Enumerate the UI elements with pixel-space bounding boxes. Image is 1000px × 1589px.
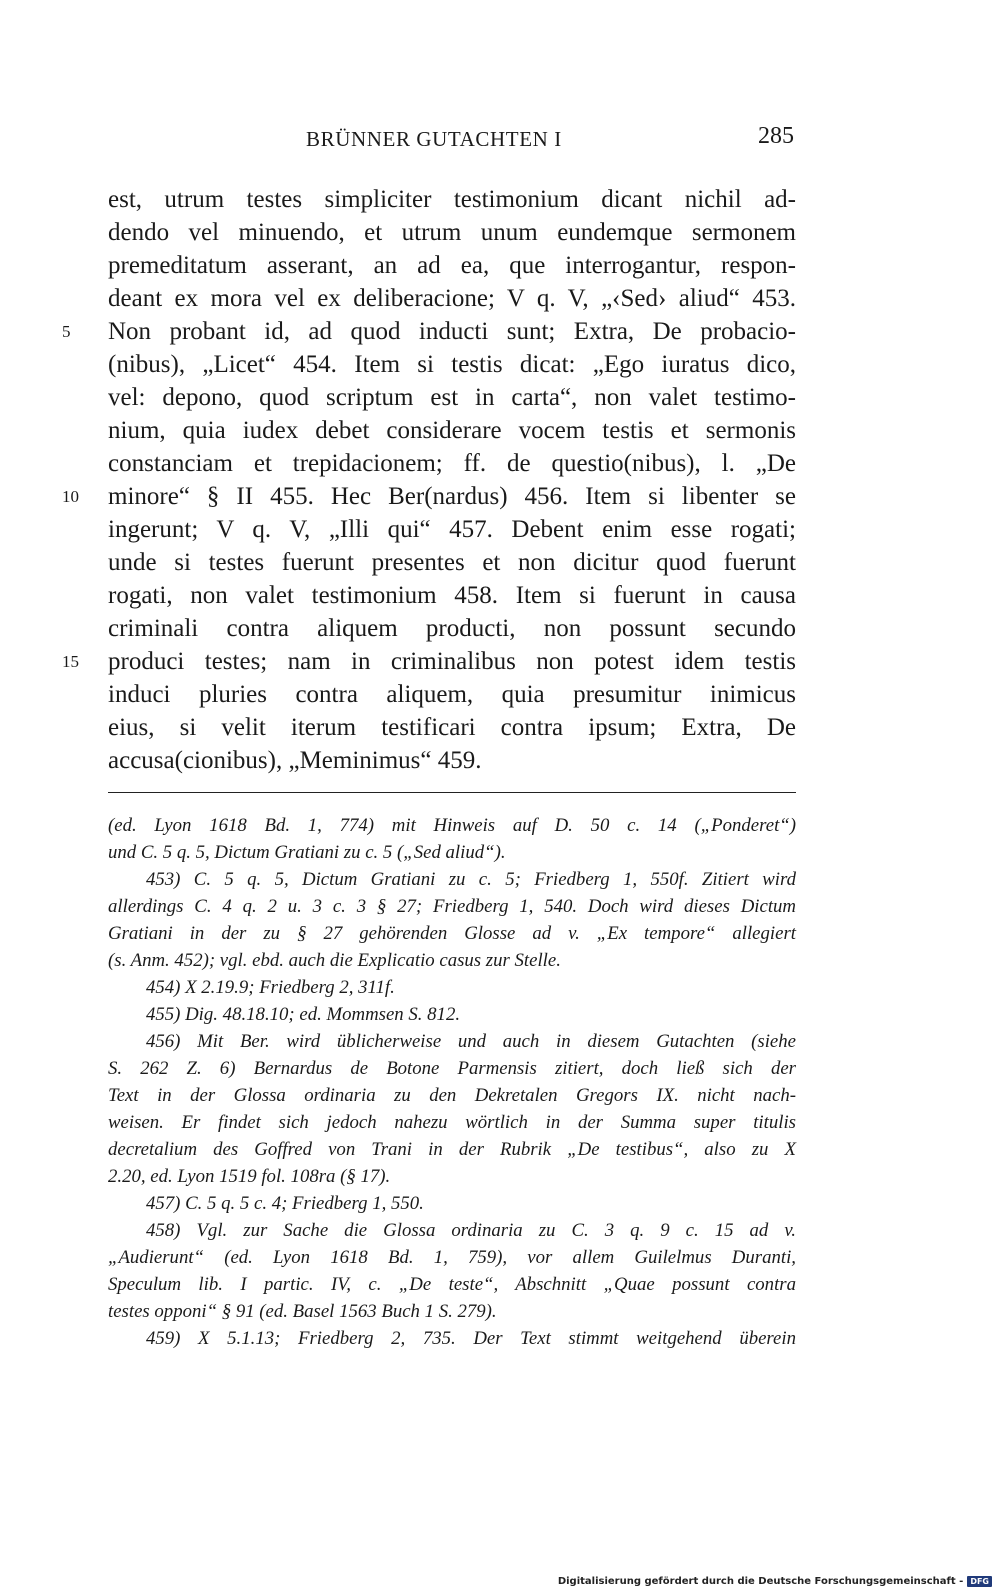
line-text: induci pluries contra aliquem, quia presumitur inimicus (108, 681, 796, 708)
text-line (62, 645, 796, 678)
footnote-line: weisen. Er findet sich jedoch nahezu wörtlich in der Summa super titulis (108, 1112, 796, 1133)
footnote-line: decretalium des Goffred von Trani in der Rubrik „De testibus“, also zu X (108, 1139, 796, 1160)
text-line (108, 282, 796, 315)
footnote-line: „Audierunt“ (ed. Lyon 1618 Bd. 1, 759), vor allem Guilelmus Duranti, (108, 1247, 796, 1268)
main-text (62, 183, 796, 777)
footnote-line: 454) X 2.19.9; Friedberg 2, 311f. (146, 977, 395, 998)
line-text: Non probant id, ad quod inducti sunt; Extra, De probacio- (108, 318, 796, 345)
text-line (108, 744, 796, 777)
dfg-logo: DFG (967, 1576, 992, 1587)
text-line (108, 414, 796, 447)
line-number: 10 (62, 487, 79, 506)
text-line (108, 711, 796, 744)
digitization-credit: Digitalisierung gefördert durch die Deutsche Forschungsgemeinschaft - (557, 1576, 964, 1587)
text-line (108, 513, 796, 546)
text-line (108, 447, 796, 480)
line-text: dendo vel minuendo, et utrum unum eundemque sermonem (108, 219, 796, 246)
line-number: 5 (62, 322, 71, 341)
text-line (108, 216, 796, 249)
text-line (108, 183, 796, 216)
footnote-line: Gratiani in der zu § 27 gehörenden Glosse ad v. „Ex tempore“ allegiert (108, 923, 796, 944)
text-line (108, 678, 796, 711)
line-text: ingerunt; V q. V, „Illi qui“ 457. Debent enim esse rogati; (108, 516, 796, 543)
page-number: 285 (758, 123, 794, 149)
footnote-line: 459) X 5.1.13; Friedberg 2, 735. Der Text stimmt weitgehend überein (146, 1328, 796, 1349)
text-line (62, 315, 796, 348)
line-text: nium, quia iudex debet considerare vocem testis et sermonis (108, 417, 796, 444)
line-text: est, utrum testes simpliciter testimonium dicant nichil ad- (108, 186, 796, 213)
text-line (108, 579, 796, 612)
footnote-line: Text in der Glossa ordinaria zu den Dekretalen Gregors IX. nicht nach- (108, 1085, 796, 1106)
line-text: rogati, non valet testimonium 458. Item si fuerunt in causa (108, 582, 796, 609)
text-line (108, 546, 796, 579)
line-number: 15 (62, 652, 79, 671)
running-title: BRÜNNER GUTACHTEN I (306, 127, 562, 151)
line-text: deant ex mora vel ex deliberacione; V q. V, „‹Sed› aliud“ 453. (108, 285, 796, 312)
text-line (108, 249, 796, 282)
line-text: vel: depono, quod scriptum est in carta“, non valet testimo- (108, 384, 796, 411)
footnote-divider (108, 792, 796, 793)
footnote-line: (ed. Lyon 1618 Bd. 1, 774) mit Hinweis auf D. 50 c. 14 („Ponderet“) (108, 815, 796, 836)
text-line (108, 381, 796, 414)
footnote-line: 2.20, ed. Lyon 1519 fol. 108ra (§ 17). (108, 1166, 391, 1187)
line-text: premeditatum asserant, an ad ea, que interrogantur, respon- (108, 252, 796, 279)
footnote-line: (s. Anm. 452); vgl. ebd. auch die Explicatio casus zur Stelle. (108, 950, 561, 971)
footnote-line: Speculum lib. I partic. IV, c. „De teste“, Abschnitt „Quae possunt contra (108, 1274, 796, 1295)
page-footer (558, 1576, 992, 1587)
footnote-line: 457) C. 5 q. 5 c. 4; Friedberg 1, 550. (146, 1193, 424, 1214)
text-line (62, 480, 796, 513)
page-header (108, 123, 796, 163)
line-text: constanciam et trepidacionem; ff. de questio(nibus), l. „De (108, 450, 796, 477)
footnote-line: testes opponi“ § 91 (ed. Basel 1563 Buch 1 S. 279). (108, 1301, 497, 1322)
line-text: accusa(cionibus), „Meminimus“ 459. (108, 747, 482, 774)
line-text: criminali contra aliquem producti, non possunt secundo (108, 615, 796, 642)
footnote-line: allerdings C. 4 q. 2 u. 3 c. 3 § 27; Friedberg 1, 540. Doch wird dieses Dictum (108, 896, 796, 917)
line-text: minore“ § II 455. Hec Ber(nardus) 456. Item si libenter se (108, 483, 796, 510)
text-line (108, 348, 796, 381)
footnote-line: 453) C. 5 q. 5, Dictum Gratiani zu c. 5; Friedberg 1, 550f. Zitiert wird (146, 869, 796, 890)
text-line (108, 612, 796, 645)
footnote-line: 458) Vgl. zur Sache die Glossa ordinaria zu C. 3 q. 9 c. 15 ad v. (146, 1220, 796, 1241)
line-text: produci testes; nam in criminalibus non potest idem testis (108, 648, 796, 675)
footnotes (108, 812, 796, 1352)
line-text: eius, si velit iterum testificari contra ipsum; Extra, De (108, 714, 796, 741)
footnote-line: 455) Dig. 48.18.10; ed. Mommsen S. 812. (146, 1004, 461, 1025)
line-text: unde si testes fuerunt presentes et non dicitur quod fuerunt (108, 549, 796, 576)
footnote-line: 456) Mit Ber. wird üblicherweise und auch in diesem Gutachten (siehe (146, 1031, 796, 1052)
line-text: (nibus), „Licet“ 454. Item si testis dicat: „Ego iuratus dico, (108, 351, 796, 378)
footnote-line: S. 262 Z. 6) Bernardus de Botone Parmensis zitiert, doch ließ sich der (108, 1058, 796, 1079)
footnote-line: und C. 5 q. 5, Dictum Gratiani zu c. 5 („Sed aliud“). (108, 842, 506, 863)
